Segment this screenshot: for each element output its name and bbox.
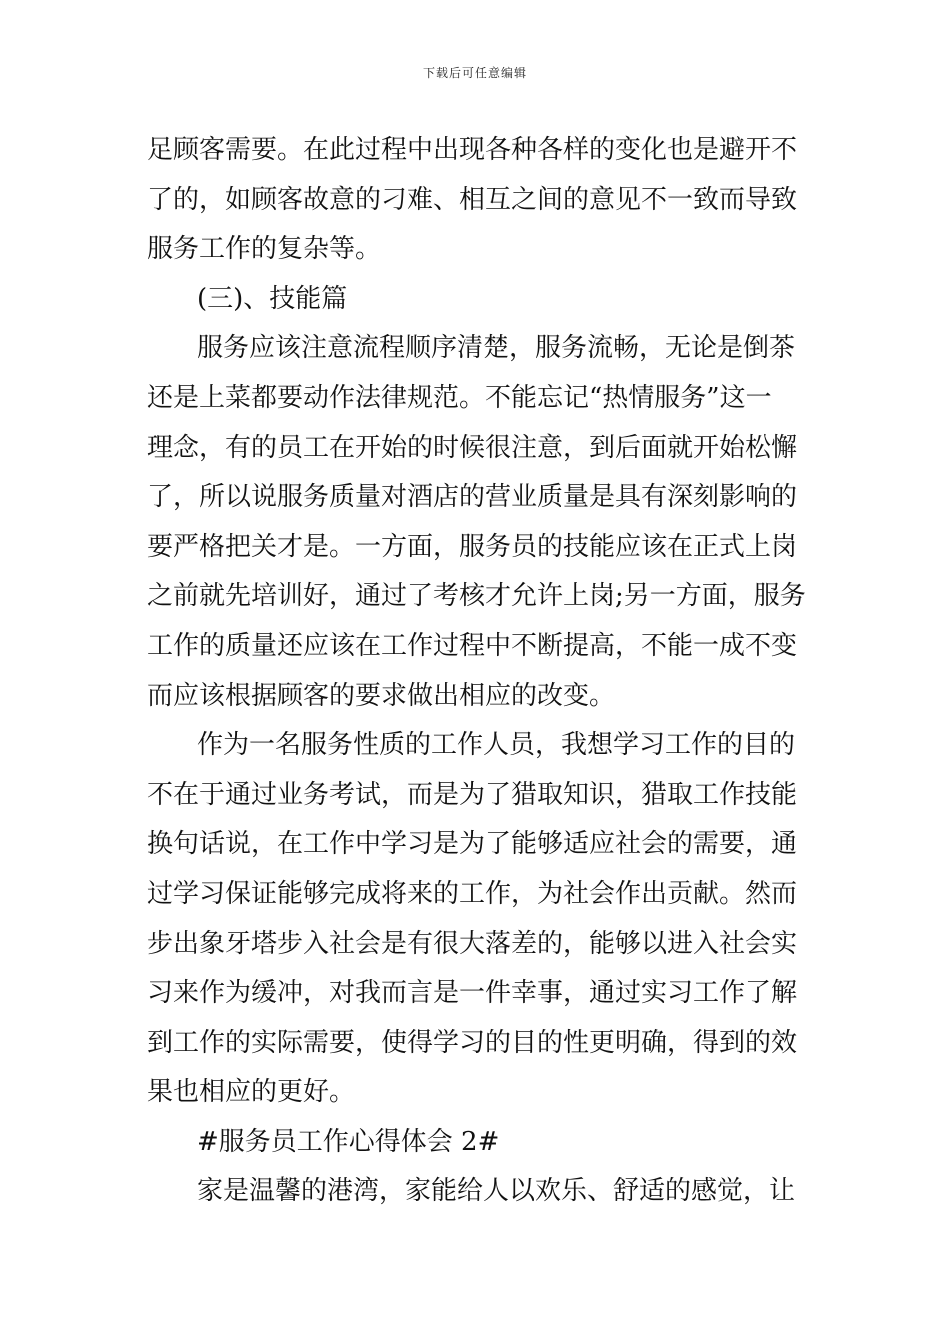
text-line: 而应该根据顾客的要求做出相应的改变。 — [147, 680, 616, 711]
page-header: 下载后可任意编辑 — [422, 66, 527, 80]
text-line: 服务应该注意流程顺序清楚，服务流畅，无论是倒茶 — [197, 333, 796, 364]
document-body — [147, 126, 811, 1217]
text-line: 工作的质量还应该在工作过程中不断提高，不能一成不变 — [147, 630, 798, 661]
text-line: 理念，有的员工在开始的时候很注意，到后面就开始松懈 — [147, 432, 798, 463]
text-line: 果也相应的更好。 — [147, 1077, 356, 1108]
text-line: 换句话说，在工作中学习是为了能够适应社会的需要，通 — [147, 829, 798, 860]
text-line: 服务工作的复杂等。 — [147, 234, 382, 265]
section-heading: (三)、技能篇 — [197, 283, 348, 314]
text-line: 了的，如顾客故意的刁难、相互之间的意见不一致而导致 — [147, 184, 798, 215]
text-line: 家是温馨的港湾，家能给人以欢乐、舒适的感觉，让 — [197, 1176, 796, 1207]
text-line: 之前就先培训好，通过了考核才允许上岗;另一方面，服务 — [147, 581, 806, 612]
text-line: 过学习保证能够完成将来的工作，为社会作出贡献。然而 — [147, 878, 798, 909]
text-line: 到工作的实际需要，使得学习的目的性更明确，得到的效 — [147, 1027, 798, 1058]
text-line: 了，所以说服务质量对酒店的营业质量是具有深刻影响的 — [147, 482, 798, 513]
text-line: 步出象牙塔步入社会是有很大落差的，能够以进入社会实 — [147, 928, 798, 959]
text-line: 作为一名服务性质的工作人员，我想学习工作的目的 — [197, 730, 796, 761]
text-line: 不在于通过业务考试，而是为了猎取知识，猎取工作技能 — [147, 779, 798, 810]
text-line: 习来作为缓冲，对我而言是一件幸事，通过实习工作了解 — [147, 978, 798, 1009]
section-heading: #服务员工作心得体会 2# — [197, 1126, 500, 1157]
text-line: 足顾客需要。在此过程中出现各种各样的变化也是避开不 — [147, 135, 798, 165]
text-line: 要严格把关才是。一方面，服务员的技能应该在正式上岗 — [147, 531, 798, 562]
text-line: 还是上菜都要动作法律规范。不能忘记“热情服务”这一 — [147, 382, 772, 413]
